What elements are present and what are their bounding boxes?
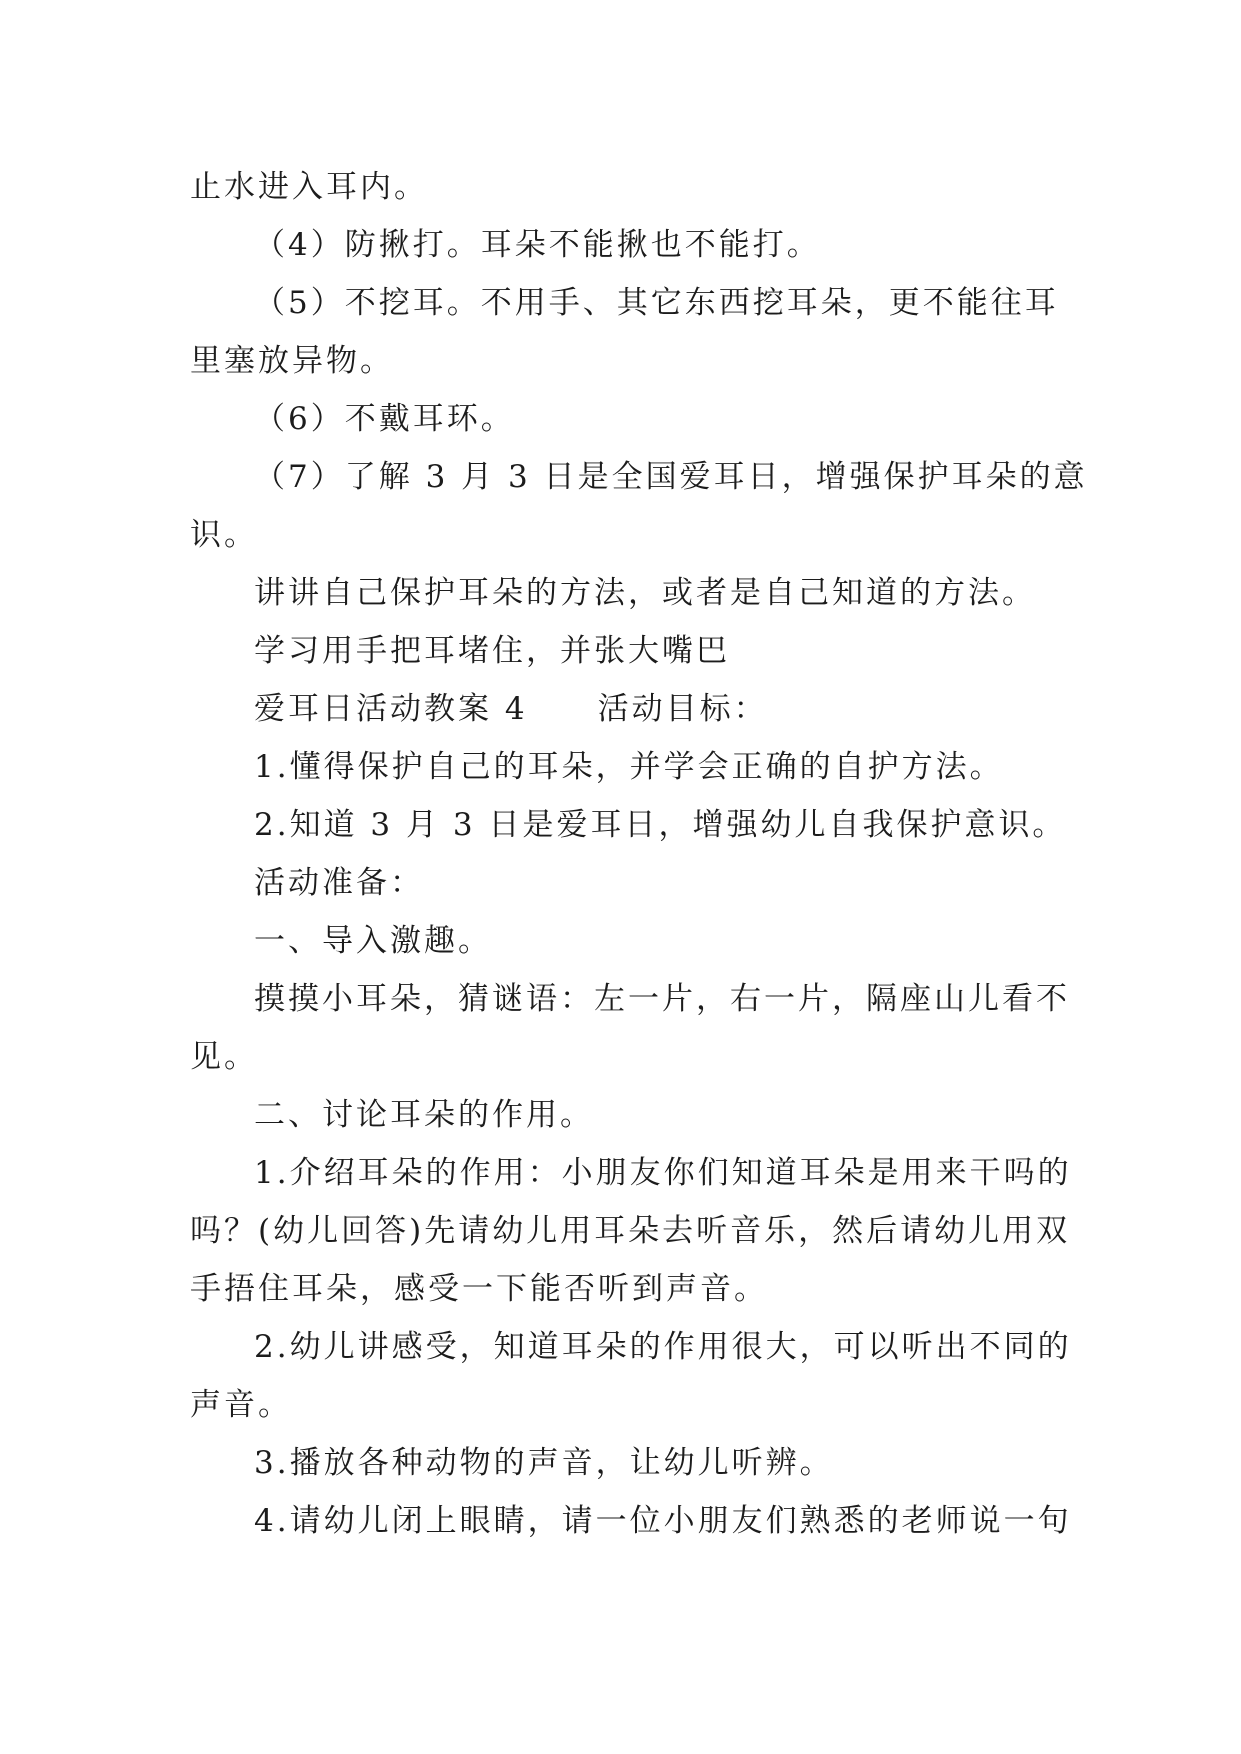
text-line: 1.介绍耳朵的作用：小朋友你们知道耳朵是用来干吗的	[254, 1155, 1072, 1191]
text-line: 里塞放异物。	[190, 343, 394, 379]
text-line: 讲讲自己保护耳朵的方法，或者是自己知道的方法。	[254, 575, 1036, 611]
text-line: 识。	[190, 517, 258, 553]
text-line: 摸摸小耳朵，猜谜语：左一片，右一片，隔座山儿看不	[254, 981, 1070, 1017]
text-line	[190, 680, 1050, 738]
text-line: 二、讨论耳朵的作用。	[254, 1097, 594, 1133]
text-line: 2.知道 3 月 3 日是爱耳日，增强幼儿自我保护意识。	[254, 807, 1067, 843]
text-line: 吗？(幼儿回答)先请幼儿用耳朵去听音乐，然后请幼儿用双	[190, 1213, 1071, 1249]
text-line: 一、导入激趣。	[254, 923, 492, 959]
text-line: 1.懂得保护自己的耳朵，并学会正确的自护方法。	[254, 749, 1004, 785]
text-line: （7）了解 3 月 3 日是全国爱耳日，增强保护耳朵的意	[254, 459, 1088, 495]
text-line: 活动准备：	[254, 865, 424, 901]
text-line: 见。	[190, 1039, 258, 1075]
text-line: 手捂住耳朵，感受一下能否听到声音。	[190, 1271, 768, 1307]
text-line: （6）不戴耳环。	[254, 401, 515, 437]
document-body	[190, 158, 1088, 1550]
text-line: （5）不挖耳。不用手、其它东西挖耳朵，更不能往耳	[254, 285, 1059, 321]
text-line: 4.请幼儿闭上眼睛，请一位小朋友们熟悉的老师说一句	[254, 1503, 1072, 1539]
text-line: 3.播放各种动物的声音，让幼儿听辨。	[254, 1445, 834, 1481]
text-line: 学习用手把耳堵住，并张大嘴巴	[254, 633, 730, 669]
text-line: 声音。	[190, 1387, 292, 1423]
lesson-plan-title: 爱耳日活动教案 4	[254, 691, 528, 727]
text-line: （4）防揪打。耳朵不能揪也不能打。	[254, 227, 821, 263]
section-heading: 活动目标：	[597, 691, 768, 727]
text-line: 2.幼儿讲感受，知道耳朵的作用很大，可以听出不同的	[254, 1329, 1072, 1365]
text-line: 止水进入耳内。	[190, 169, 428, 205]
